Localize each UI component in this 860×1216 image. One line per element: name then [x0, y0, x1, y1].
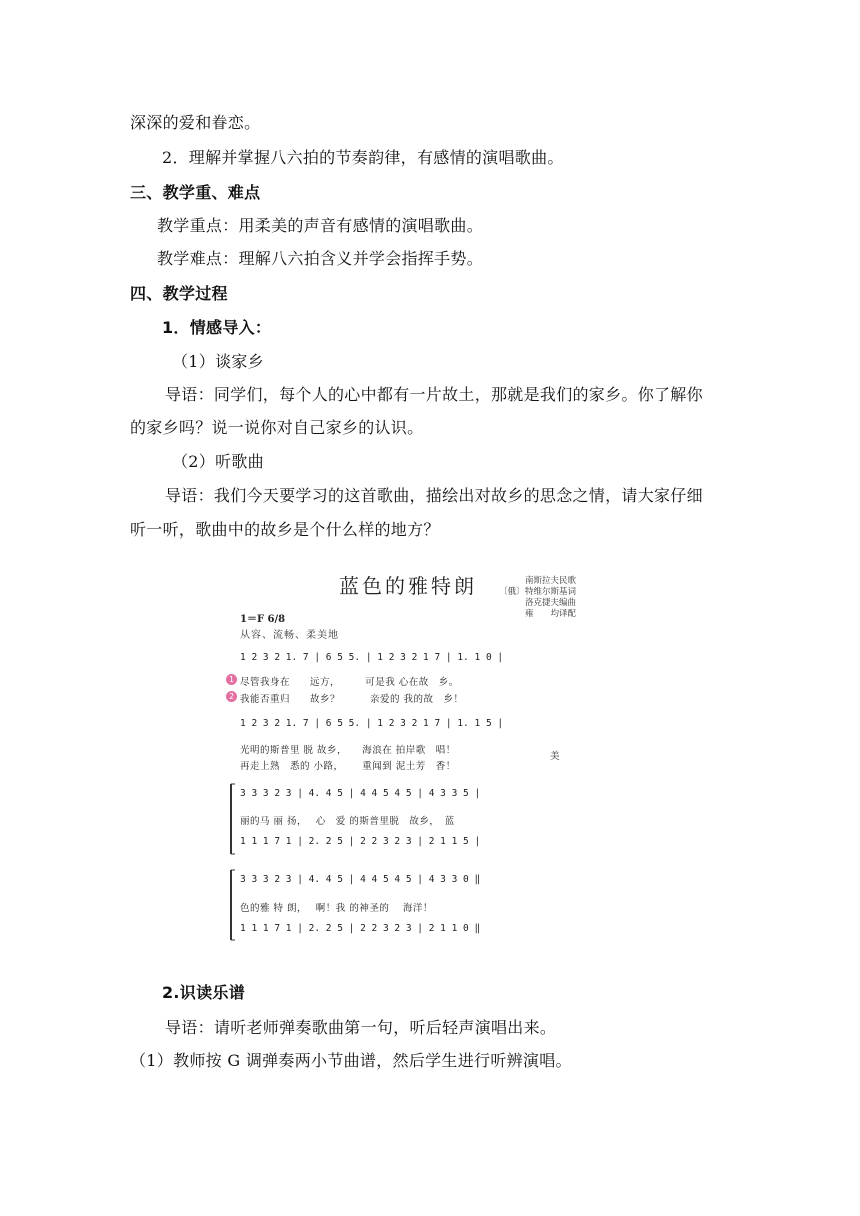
notation-row: 1 2 3 2 1. 7 | 6 5 5. | 1 2 3 2 1 7 | 1. 1 5 |	[240, 718, 504, 729]
notation-row: 1 1 1 7 1 | 2. 2 5 | 2 2 3 2 3 | 2 1 1 0 ‖	[240, 923, 481, 934]
paragraph-1: 深深的爱和眷恋。	[130, 113, 261, 132]
key-signature: 1＝F 6/8	[240, 614, 286, 625]
notation-row: 3 3 3 2 3 | 4. 4 5 | 4 4 5 4 5 | 4 3 3 0 ‖	[240, 874, 481, 885]
heading-4: 四、教学过程	[130, 284, 228, 303]
lyric-line: 丽的马 丽 扬， 心 爱 的斯普里脱 故乡， 蓝	[240, 816, 455, 827]
subheading-2: （2）听歌曲	[172, 452, 264, 471]
paragraph-6b: 听一听，歌曲中的故乡是个什么样的地方？	[130, 520, 440, 539]
tempo-marking: 从容、流畅、柔美地	[240, 630, 339, 641]
notation-row: 3 3 3 2 3 | 4. 4 5 | 4 4 5 4 5 | 4 3 3 5 |	[240, 788, 481, 799]
paragraph-6a: 导语：我们今天要学习的这首歌曲，描绘出对故乡的思念之情，请大家仔细	[165, 486, 703, 505]
credit-line: 雍 均译配	[524, 609, 576, 619]
paragraph-2: 2．理解并掌握八六拍的节奏韵律，有感情的演唱歌曲。	[162, 148, 564, 167]
verse-number: 2	[226, 691, 237, 702]
notation-row: 1 1 1 7 1 | 2. 2 5 | 2 2 3 2 3 | 2 1 1 5 |	[240, 836, 481, 847]
heading-4-2: 2.识读乐谱	[162, 983, 246, 1002]
score-title: 蓝色的雅特朗	[339, 574, 477, 598]
paragraph-4: 教学难点：理解八六拍含义并学会指挥手势。	[157, 249, 484, 268]
credit-tag: 〔俄〕	[498, 587, 525, 597]
subheading-1: （1）谈家乡	[172, 352, 264, 371]
lyric-line: 再走上熟 悉的 小路， 重闻到 泥土芳 香！	[240, 761, 456, 772]
credit-line: 洛克捷夫编曲	[524, 598, 576, 608]
paragraph-8: （1）教师按 G 调弹奏两小节曲谱，然后学生进行听辨演唱。	[130, 1051, 572, 1070]
credit-line: 南斯拉夫民歌	[524, 576, 576, 586]
staff-brace	[228, 782, 236, 856]
lyric-tail: 美	[550, 751, 561, 762]
lyric-line: 光明的斯普里 脱 故乡， 海浪在 拍岸歌 唱！	[240, 745, 456, 756]
verse-number: 1	[226, 674, 237, 685]
notation-row: 1 2 3 2 1. 7 | 6 5 5. | 1 2 3 2 1 7 | 1. 1 0 |	[240, 652, 504, 663]
staff-brace	[228, 868, 236, 942]
sheet-music	[228, 570, 588, 948]
lyric-line: 尽管我身在 远方， 可是我 心在故 乡。	[240, 677, 459, 688]
lyric-line: 我能否重归 故乡？ 亲爱的 我的故 乡！	[240, 694, 464, 705]
score-credits	[498, 576, 576, 620]
credit-line: 特维尔斯基词	[524, 587, 576, 597]
lyric-line: 色的雅 特 朗， 啊！我 的神圣的 海洋！	[240, 903, 433, 914]
paragraph-7: 导语：请听老师弹奏歌曲第一句，听后轻声演唱出来。	[165, 1018, 557, 1037]
heading-4-1: 1．情感导入：	[162, 318, 272, 337]
paragraph-3: 教学重点：用柔美的声音有感情的演唱歌曲。	[157, 216, 484, 235]
heading-3: 三、教学重、难点	[130, 183, 261, 202]
paragraph-5a: 导语：同学们，每个人的心中都有一片故土，那就是我们的家乡。你了解你	[165, 385, 703, 404]
paragraph-5b: 的家乡吗？说一说你对自己家乡的认识。	[130, 418, 424, 437]
